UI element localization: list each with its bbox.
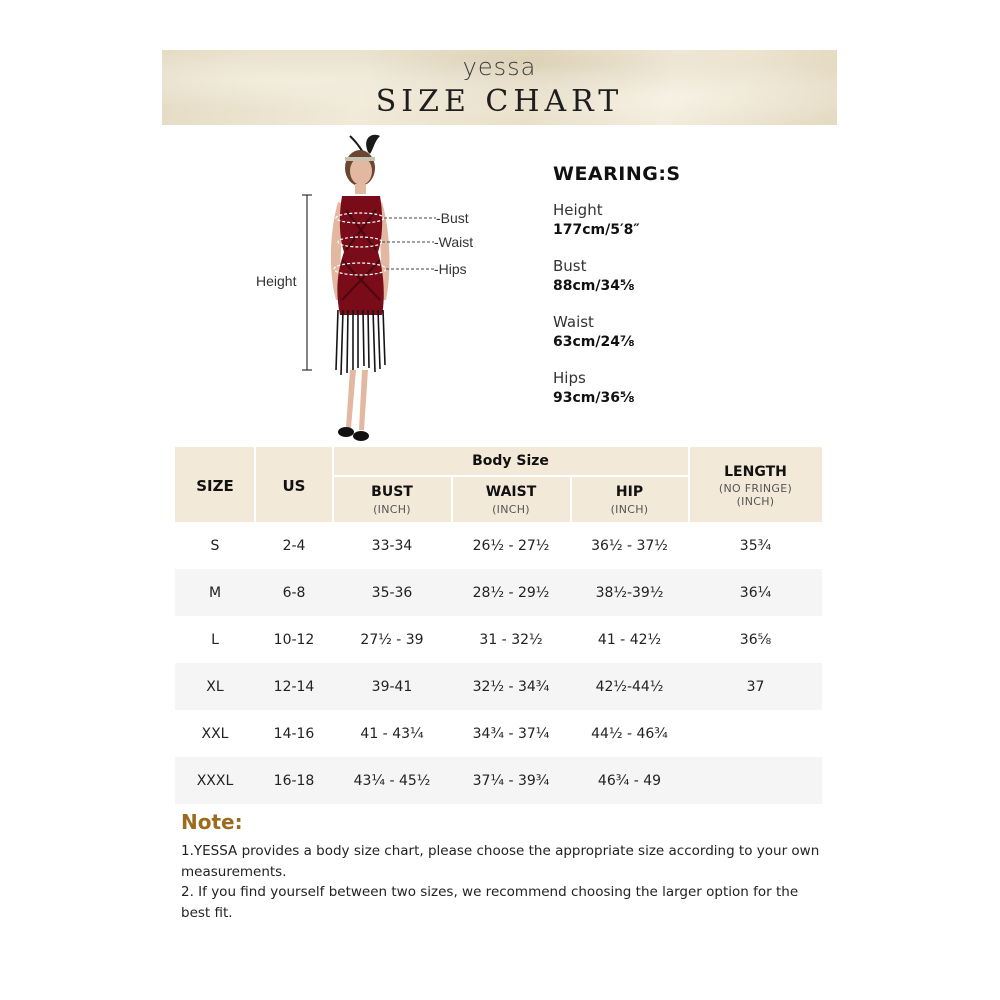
cell-bust: 41 - 43¼ [360,725,424,742]
header-waist [452,484,570,516]
table-row [175,616,822,663]
measurement-bust [553,257,634,294]
cell-size: S [210,537,220,554]
cell-size: XL [206,678,224,695]
header-length-note: (NO FRINGE) [718,482,793,495]
measurement-label: Height [553,201,603,219]
header-bust-unit: (INCH) [373,503,411,516]
header-bust [333,484,451,516]
header-banner [162,50,837,125]
cell-length [689,710,822,757]
cell-size: L [211,631,219,648]
cell-length: 37 [746,678,765,695]
cell-us: 10-12 [273,631,315,648]
cell-us: 16-18 [273,772,315,789]
header-divider [254,447,256,522]
header-bust-label: BUST [371,484,413,500]
header-divider [332,447,334,522]
cell-bust: 27½ - 39 [360,631,424,648]
waist-label: -Waist [434,234,474,250]
header-divider [688,447,690,522]
note-text [181,841,821,923]
table-row [175,710,822,757]
cell-bust: 39-41 [371,678,413,695]
cell-size: XXL [201,725,229,742]
cell-us: 12-14 [273,678,315,695]
cell-hip: 36½ - 37½ [591,537,668,554]
header-waist-unit: (INCH) [492,503,530,516]
cell-size: M [208,584,222,601]
note-title: Note: [181,810,243,834]
cell-size: XXXL [196,772,234,789]
measurement-height [553,201,640,238]
cell-bust: 43¼ - 45½ [353,772,431,789]
measurement-hips [553,369,634,406]
measurement-value: 177cm/5′8″ [553,222,640,238]
cell-waist: 26½ - 27½ [472,537,550,554]
header-hip-unit: (INCH) [610,503,649,516]
cell-waist: 37¼ - 39¾ [472,772,550,789]
cell-bust: 33-34 [371,537,413,554]
height-label: Height [256,273,297,289]
table-header [175,447,822,522]
measurement-label: Bust [553,257,587,275]
header-waist-label: WAIST [485,484,537,500]
measurement-value: 88cm/34⅝ [553,278,635,294]
cell-waist: 28½ - 29½ [472,584,550,601]
size-table [175,447,822,804]
wearing-title: WEARING:S [553,163,681,185]
header-divider [333,475,688,477]
measurement-label: Waist [553,313,594,331]
table-row [175,757,822,804]
cell-bust: 35-36 [371,584,413,601]
header-hip [571,484,688,516]
cell-us: 14-16 [273,725,315,742]
header-body-size: Body Size [472,453,549,469]
cell-length [689,757,822,804]
header-us: US [282,477,306,495]
wearing-info [553,163,813,406]
cell-waist: 31 - 32½ [479,631,543,648]
cell-hip: 38½-39½ [595,584,664,601]
cell-us: 6-8 [282,584,306,601]
table-row [175,522,822,569]
cell-us: 2-4 [282,537,306,554]
measurement-waist [553,313,634,350]
header-divider [451,476,453,522]
measurement-value: 63cm/24⅞ [553,334,635,350]
brand-logo: yessa [462,53,537,81]
header-length-label: LENGTH [724,464,787,480]
bust-label: -Bust [436,210,469,226]
measurement-label: Hips [553,369,586,387]
cell-hip: 46¾ - 49 [597,772,662,789]
header-length-unit: (INCH) [736,495,775,508]
cell-waist: 34¾ - 37¼ [472,725,550,742]
page-title: SIZE CHART [375,84,624,119]
cell-length: 35¾ [739,537,772,554]
header-hip-label: HIP [615,484,644,500]
cell-length: 36¼ [739,584,772,601]
cell-waist: 32½ - 34¾ [472,678,550,695]
cell-hip: 41 - 42½ [597,631,662,648]
note-line-1: 1.YESSA provides a body size chart, please choose the appropriate size according to your own measurements. [181,843,820,880]
measurement-value: 93cm/36⅝ [553,390,635,406]
cell-hip: 42½-44½ [595,678,664,695]
model-figure [250,130,490,445]
cell-length: 36⅝ [739,631,772,648]
header-size: SIZE [196,477,234,495]
table-row [175,569,822,616]
header-divider [570,476,572,522]
header-length [689,464,822,508]
cell-hip: 44½ - 46¾ [591,725,668,742]
hips-label: -Hips [434,261,467,277]
table-row [175,663,822,710]
note-line-2: 2. If you find yourself between two sizes, we recommend choosing the larger option for the best fit. [181,884,799,921]
